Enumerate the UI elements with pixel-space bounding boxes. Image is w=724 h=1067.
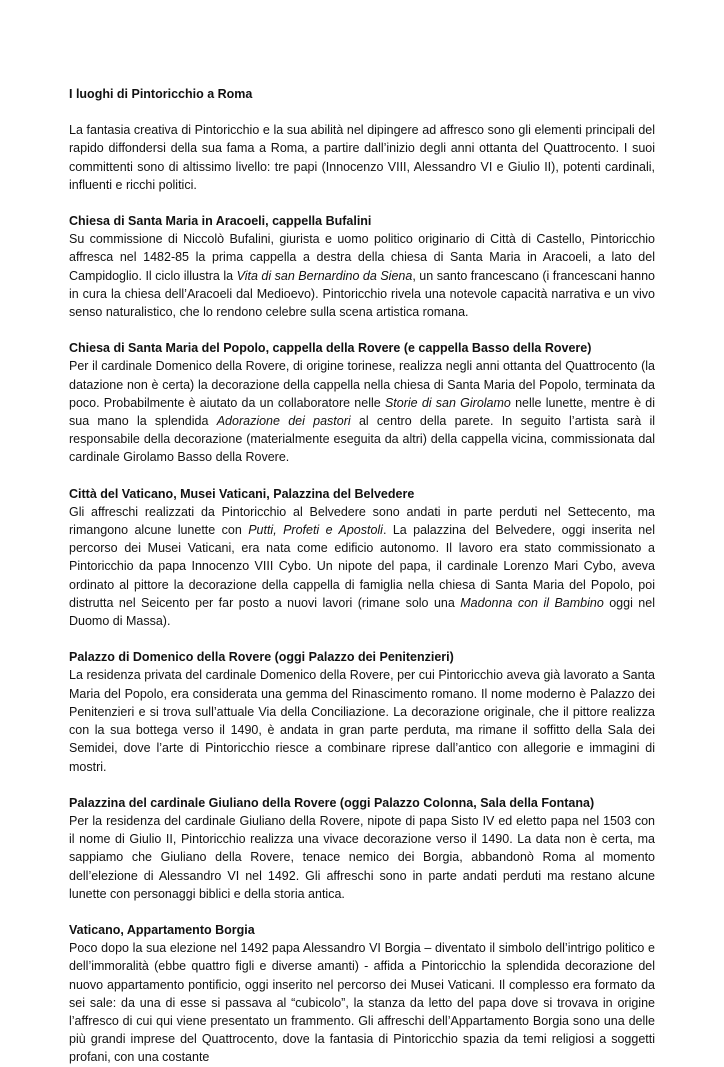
section-belvedere	[69, 485, 655, 631]
section-colonna	[69, 794, 655, 903]
section-borgia	[69, 921, 655, 1067]
section-heading: Chiesa di Santa Maria in Aracoeli, cappella Bufalini	[69, 214, 372, 229]
section-heading: Palazzo di Domenico della Rovere (oggi Palazzo dei Penitenzieri)	[69, 650, 454, 665]
section-heading: Vaticano, Appartamento Borgia	[69, 922, 255, 937]
section-heading: Chiesa di Santa Maria del Popolo, cappella della Rovere (e cappella Basso della Rovere)	[69, 341, 592, 356]
section-body: Gli affreschi realizzati da Pintoricchio al Belvedere sono andati in parte perduti nel Settecento, ma rimangono alcune lunette con Putti, Profeti e Apostoli. La palazzina del Belvedere, oggi inserita nel percorso dei Musei Vaticani, era nata come edificio autonomo. Il lavoro era stato commissionato a Pintoricchio da papa Innocenzo VIII Cybo. Un nipote del papa, il cardinale Lorenzo Mari Cybo, aveva ordinato al pittore la decorazione della cappella di famiglia nella chiesa di Santa Maria del Popolo, poi distrutta nel Seicento per far posto a nuovi lavori (rimane solo una Madonna con il Bambino oggi nel Duomo di Massa).	[69, 504, 655, 629]
section-body: Su commissione di Niccolò Bufalini, giurista e uomo politico originario di Città di Castello, Pintoricchio affresca nel 1482-85 la prima cappella a destra della chiesa di Santa Maria in Aracoeli, a lato del Campidoglio. Il ciclo illustra la Vita di san Bernardino da Siena, un santo francescano (i francescani hanno in cura la chiesa dell’Aracoeli dal Medioevo). Pintoricchio rivela una notevole capacità narrativa e un vivo senso naturalistico, che lo rendono celebre sulla scena artistica romana.	[69, 232, 655, 320]
section-popolo	[69, 339, 655, 466]
section-body: Per il cardinale Domenico della Rovere, di origine torinese, realizza negli anni ottanta del Quattrocento (la datazione non è certa) la decorazione della cappella nella chiesa di Santa Maria del Popolo, terminata da poco. Probabilmente è aiutato da un collaboratore nelle Storie di san Girolamo nelle lunette, mentre è di sua mano la splendida Adorazione dei pastori al centro della parete. In seguito l’artista sarà il responsabile della decorazione (materialmente eseguita da altri) della cappella vicina, commissionata dal cardinale Girolamo Basso della Rovere.	[69, 359, 656, 465]
section-heading: Palazzina del cardinale Giuliano della Rovere (oggi Palazzo Colonna, Sala della Fontana)	[69, 795, 595, 810]
section-body: Per la residenza del cardinale Giuliano della Rovere, nipote di papa Sisto IV ed eletto papa nel 1503 con il nome di Giulio II, Pintoricchio realizza una vivace decorazione verso il 1490. La data non è certa, ma sappiamo che Giuliano della Rovere, tenace nemico dei Borgia, abbandonò Roma al momento dell’elezione di Alessandro VI nel 1492. Gli affreschi sono in parte andati perduti ma restano alcune lunette con personaggi biblici e della storia antica.	[69, 813, 655, 901]
document-title: I luoghi di Pintoricchio a Roma	[69, 87, 253, 101]
section-aracoeli	[69, 212, 655, 321]
section-penitenzieri	[69, 648, 655, 775]
intro-paragraph: La fantasia creativa di Pintoricchio e la sua abilità nel dipingere ad affresco sono gli elementi principali del rapido diffondersi della sua fama a Roma, a partire dall’inizio degli anni ottanta del Quattrocento. I suoi committenti sono di altissimo livello: tre papi (Innocenzo VIII, Alessandro VI e Giulio II), potenti cardinali, influenti e ricchi politici.	[69, 123, 655, 192]
section-body: La residenza privata del cardinale Domenico della Rovere, per cui Pintoricchio aveva già lavorato a Santa Maria del Popolo, era considerata una gemma del Rinascimento romano. Il nome moderno è Palazzo dei Penitenzieri e si trova sull’attuale Via della Conciliazione. La decorazione originale, che il pittore realizza con la sua bottega verso il 1490, è andata in gran parte perduta, ma rimane il soffitto della Sala dei Semidei, dove l’arte di Pintoricchio riesce a combinare riprese dall’antico con allegorie e immagini di mostri.	[69, 668, 655, 774]
section-body: Poco dopo la sua elezione nel 1492 papa Alessandro VI Borgia – diventato il simbolo dell’intrigo politico e dell’immoralità (ebbe quattro figli e diverse amanti) - affida a Pintoricchio la splendida decorazione del nuovo appartamento pontificio, oggi inserito nel percorso dei Musei Vaticani. Il complesso era formato da sei sale: da una di esse si passava al “cubicolo”, la stanza da letto del papa dove si trovava in origine l’affresco di cui qui viene presentato un frammento. Gli affreschi dell’Appartamento Borgia sono una delle più grandi imprese del Quattrocento, dove la fantasia di Pintoricchio spazia da temi religiosi a soggetti profani, con una costante	[69, 941, 655, 1065]
section-heading: Città del Vaticano, Musei Vaticani, Palazzina del Belvedere	[69, 486, 415, 501]
